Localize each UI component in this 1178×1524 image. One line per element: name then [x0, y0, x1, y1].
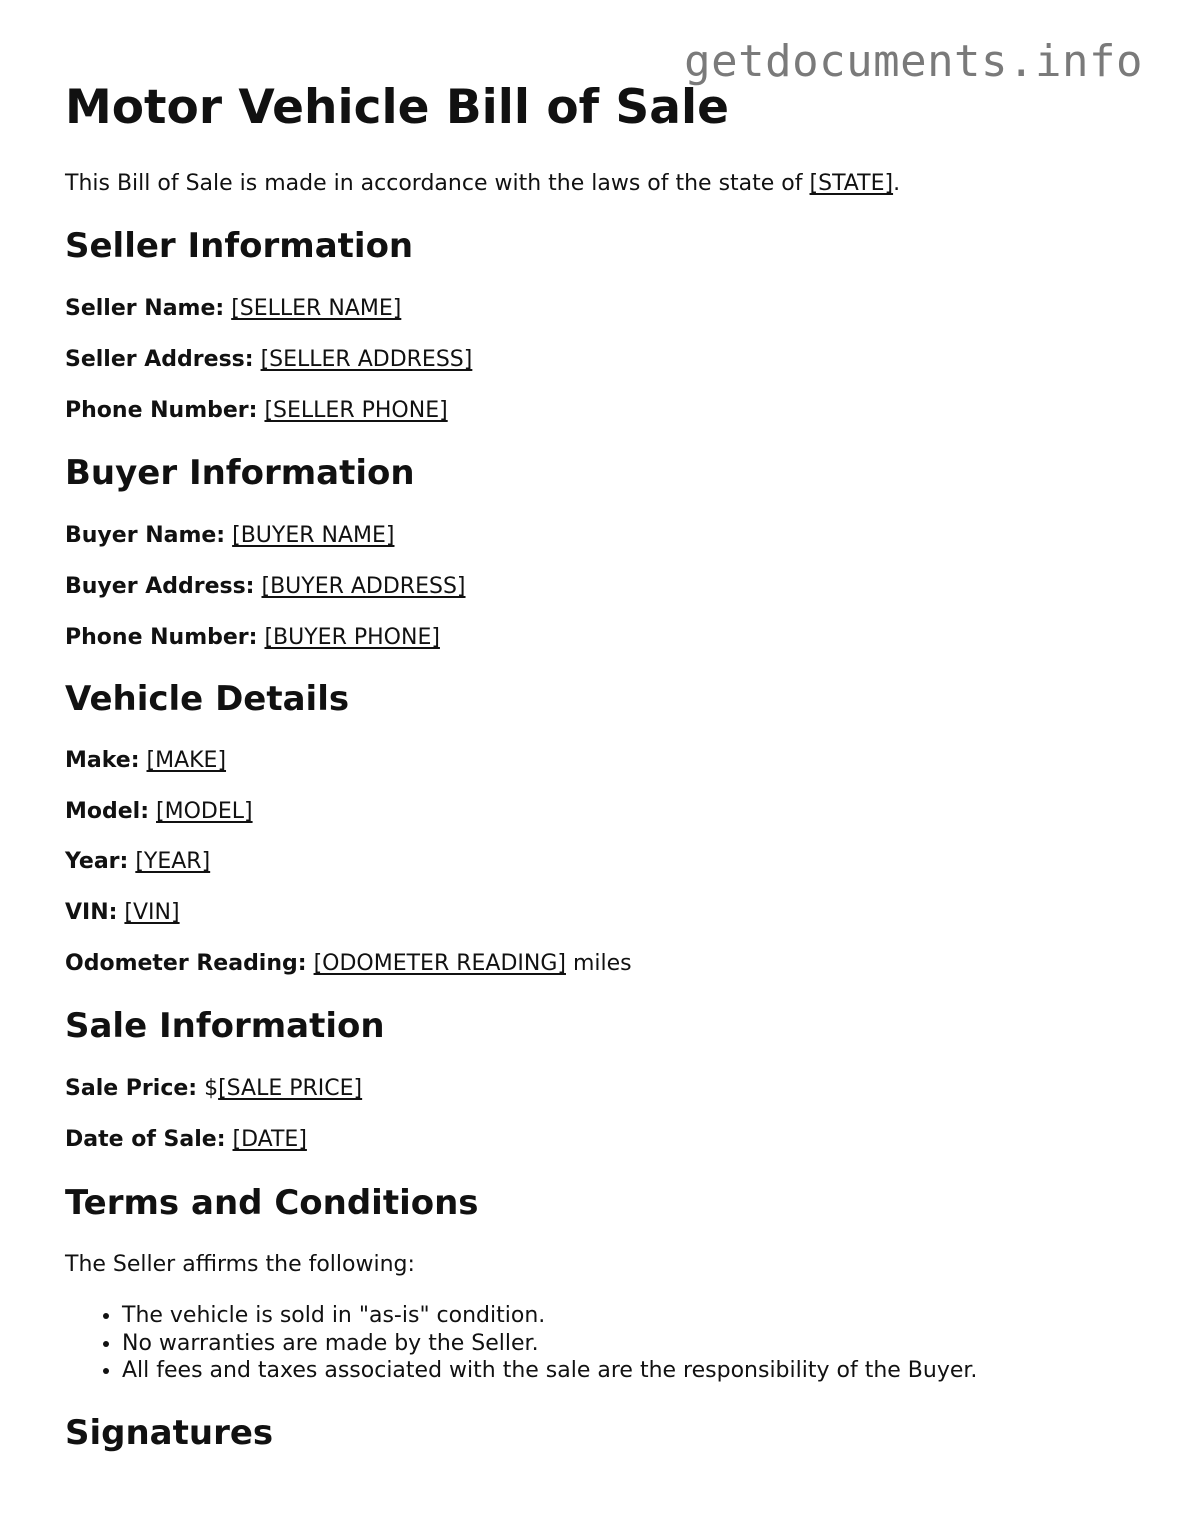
seller-address-label: Seller Address: [65, 347, 254, 372]
terms-list [65, 1302, 977, 1385]
vehicle-year-value: [YEAR] [135, 849, 211, 874]
intro-suffix: . [893, 171, 901, 196]
document-title: Motor Vehicle Bill of Sale [65, 80, 729, 135]
sale-date-label: Date of Sale: [65, 1127, 226, 1152]
vehicle-heading: Vehicle Details [65, 679, 350, 719]
vehicle-year-row [65, 851, 210, 873]
vehicle-vin-row [65, 902, 180, 924]
vehicle-make-row [65, 750, 226, 772]
vehicle-year-label: Year: [65, 849, 129, 874]
terms-item: • No warranties are made by the Seller. [122, 1330, 977, 1358]
seller-name-value: [SELLER NAME] [231, 296, 402, 321]
vehicle-vin-value: [VIN] [124, 900, 180, 925]
terms-intro: The Seller affirms the following: [65, 1252, 415, 1277]
seller-phone-value: [SELLER PHONE] [264, 398, 448, 423]
vehicle-model-label: Model: [65, 799, 150, 824]
intro-text: This Bill of Sale is made in accordance with the laws of the state of [65, 171, 810, 196]
vehicle-odometer-value: [ODOMETER READING] [313, 951, 566, 976]
vehicle-odometer-row [65, 953, 632, 975]
terms-heading: Terms and Conditions [65, 1183, 479, 1223]
sale-price-value: [SALE PRICE] [218, 1076, 363, 1101]
sale-price-prefix: $ [204, 1076, 219, 1101]
buyer-phone-label: Phone Number: [65, 625, 258, 650]
vehicle-make-value: [MAKE] [146, 748, 227, 773]
buyer-name-label: Buyer Name: [65, 523, 226, 548]
buyer-phone-row [65, 627, 440, 649]
terms-item: • All fees and taxes associated with the sale are the responsibility of the Buyer. [122, 1357, 977, 1385]
state-placeholder: [STATE] [809, 171, 894, 196]
buyer-phone-value: [BUYER PHONE] [264, 625, 440, 650]
vehicle-make-label: Make: [65, 748, 140, 773]
seller-heading: Seller Information [65, 226, 414, 266]
vehicle-model-row [65, 801, 253, 823]
seller-phone-label: Phone Number: [65, 398, 258, 423]
vehicle-odometer-label: Odometer Reading: [65, 951, 307, 976]
watermark: getdocuments.info [684, 36, 1143, 87]
buyer-name-value: [BUYER NAME] [232, 523, 395, 548]
sale-heading: Sale Information [65, 1006, 385, 1046]
seller-name-label: Seller Name: [65, 296, 225, 321]
seller-phone-row [65, 400, 448, 422]
buyer-address-label: Buyer Address: [65, 574, 255, 599]
seller-address-value: [SELLER ADDRESS] [260, 347, 473, 372]
intro-paragraph [65, 173, 900, 195]
buyer-name-row [65, 525, 394, 547]
seller-name-row [65, 298, 401, 320]
buyer-address-row [65, 576, 466, 598]
vehicle-odometer-unit: miles [565, 951, 632, 976]
buyer-address-value: [BUYER ADDRESS] [261, 574, 466, 599]
signatures-heading: Signatures [65, 1413, 274, 1453]
vehicle-vin-label: VIN: [65, 900, 118, 925]
vehicle-model-value: [MODEL] [156, 799, 253, 824]
sale-price-label: Sale Price: [65, 1076, 198, 1101]
buyer-heading: Buyer Information [65, 453, 415, 493]
sale-price-row [65, 1078, 362, 1100]
terms-item: • The vehicle is sold in "as-is" condition. [122, 1302, 977, 1330]
seller-address-row [65, 349, 472, 371]
sale-date-row [65, 1129, 307, 1151]
sale-date-value: [DATE] [232, 1127, 307, 1152]
